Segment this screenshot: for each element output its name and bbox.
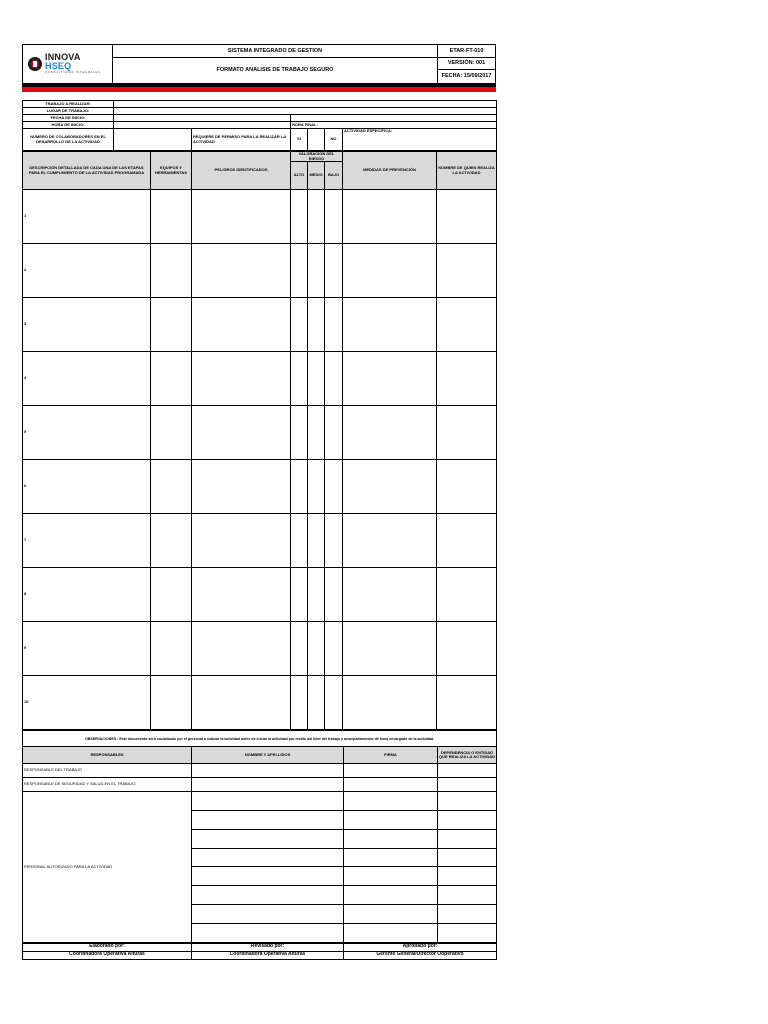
row-number: 5 <box>24 429 27 435</box>
cell-alto[interactable] <box>291 190 308 244</box>
personal-firma[interactable] <box>344 886 438 905</box>
cell-quien[interactable] <box>437 352 497 406</box>
col-medio: MEDIO <box>308 162 325 190</box>
system-title: SISTEMA INTEGRADO DE GESTION <box>113 45 438 58</box>
form-sheet <box>22 44 496 960</box>
cell-equipos[interactable] <box>151 190 192 244</box>
cell-descripcion[interactable] <box>23 568 151 622</box>
cell-medidas[interactable] <box>343 676 437 730</box>
cell-medio[interactable] <box>308 406 325 460</box>
form-header <box>22 44 496 84</box>
cell-medidas[interactable] <box>343 514 437 568</box>
revisado-label: Revisado por: <box>192 943 344 951</box>
personal-nombre[interactable] <box>192 923 344 942</box>
row-number: 8 <box>24 591 27 597</box>
col-responsables: RESPONSABLES <box>23 747 192 764</box>
label-permiso: REQUIERE DE PERMISO PARA LA REALIZAR LA ACTIVIDAD <box>192 129 291 151</box>
cell-alto[interactable] <box>291 352 308 406</box>
cell-quien[interactable] <box>437 190 497 244</box>
personal-dependencia[interactable] <box>438 904 497 923</box>
resp-seguridad-dependencia[interactable] <box>438 778 497 792</box>
resp-trabajo-firma[interactable] <box>344 764 438 778</box>
cell-peligros[interactable] <box>192 568 291 622</box>
cell-medio[interactable] <box>308 568 325 622</box>
activity-row <box>23 622 497 676</box>
cell-descripcion[interactable] <box>23 622 151 676</box>
label-lugar: LUGAR DE TRABAJO: <box>23 108 114 115</box>
activity-row <box>23 298 497 352</box>
personal-firma[interactable] <box>344 867 438 886</box>
cell-peligros[interactable] <box>192 622 291 676</box>
cell-bajo[interactable] <box>325 352 343 406</box>
col-bajo: BAJO <box>325 162 343 190</box>
company-logo: INNOVA HSEQ CONSULTORES INTEGRALES <box>24 45 111 83</box>
cell-bajo[interactable] <box>325 514 343 568</box>
resp-trabajo-nombre[interactable] <box>192 764 344 778</box>
col-medidas: MEDIDAS DE PREVENCIÓN <box>343 152 437 190</box>
cell-medio[interactable] <box>308 244 325 298</box>
permiso-si-box[interactable] <box>308 129 325 151</box>
cell-alto[interactable] <box>291 676 308 730</box>
label-hora-final[interactable]: HORA FINAL: <box>291 122 497 129</box>
lugar-field[interactable] <box>114 108 497 115</box>
cell-descripcion[interactable] <box>23 298 151 352</box>
cell-descripcion[interactable] <box>23 676 151 730</box>
resp-seguridad-label: RESPONSABLE DE SEGURIDAD Y SALUD EN EL TRABAJO <box>23 778 192 792</box>
permiso-no[interactable]: NO <box>325 129 343 151</box>
cell-peligros[interactable] <box>192 460 291 514</box>
cell-equipos[interactable] <box>151 244 192 298</box>
personal-nombre[interactable] <box>192 886 344 905</box>
cell-equipos[interactable] <box>151 622 192 676</box>
col-firma: FIRMA <box>344 747 438 764</box>
form-title: FORMATO ANALISIS DE TRABAJO SEGURO <box>113 58 438 84</box>
observaciones: OBSERVACIONES : Este documento será socializado por el personal a realizar la actividad antes de iniciar la actividad por medio del líder del trabajo y acompañamiento de hseq encargado de la actividad. <box>23 731 497 747</box>
cell-bajo[interactable] <box>325 460 343 514</box>
personal-dependencia[interactable] <box>438 867 497 886</box>
cell-medidas[interactable] <box>343 406 437 460</box>
personal-nombre[interactable] <box>192 829 344 848</box>
cell-bajo[interactable] <box>325 406 343 460</box>
personal-nombre[interactable] <box>192 867 344 886</box>
cell-peligros[interactable] <box>192 676 291 730</box>
cell-alto[interactable] <box>291 406 308 460</box>
activity-row <box>23 568 497 622</box>
personal-dependencia[interactable] <box>438 923 497 942</box>
cell-alto[interactable] <box>291 298 308 352</box>
row-number: 4 <box>24 375 27 381</box>
cell-bajo[interactable] <box>325 568 343 622</box>
label-trabajo: TRABAJO A REALIZAR: <box>23 101 114 108</box>
cell-equipos[interactable] <box>151 298 192 352</box>
logo-cell <box>23 45 113 84</box>
cell-alto[interactable] <box>291 568 308 622</box>
personal-firma[interactable] <box>344 848 438 867</box>
personal-dependencia[interactable] <box>438 810 497 829</box>
cell-bajo[interactable] <box>325 622 343 676</box>
col-valoracion: VALORACION DEL RIESGO <box>291 152 343 162</box>
elaborado-label: Elaborado por: <box>23 943 192 951</box>
cell-peligros[interactable] <box>192 298 291 352</box>
cell-equipos[interactable] <box>151 514 192 568</box>
form-code: ETAR-FT-010 <box>438 45 496 58</box>
cell-medidas[interactable] <box>343 190 437 244</box>
personal-label: PERSONAL AUTORIZADO PARA LA ACTIVIDAD <box>23 792 192 942</box>
cell-alto[interactable] <box>291 514 308 568</box>
aprobado-cargo: Gerente General/Director Ooperativo <box>344 951 497 959</box>
cell-medidas[interactable] <box>343 298 437 352</box>
general-info <box>22 100 497 151</box>
cell-alto[interactable] <box>291 622 308 676</box>
aprobado-label: Aprobado por: <box>344 943 497 951</box>
cell-medidas[interactable] <box>343 622 437 676</box>
activity-row <box>23 190 497 244</box>
cell-peligros[interactable] <box>192 514 291 568</box>
responsables-table <box>22 730 497 942</box>
cell-quien[interactable] <box>437 622 497 676</box>
cell-descripcion[interactable] <box>23 406 151 460</box>
personal-nombre[interactable] <box>192 792 344 811</box>
activity-row <box>23 406 497 460</box>
cell-equipos[interactable] <box>151 676 192 730</box>
cell-equipos[interactable] <box>151 352 192 406</box>
personal-nombre[interactable] <box>192 810 344 829</box>
cell-equipos[interactable] <box>151 460 192 514</box>
cell-descripcion[interactable] <box>23 190 151 244</box>
colaboradores-field[interactable] <box>114 129 192 151</box>
form-date: FECHA: 15/09/2017 <box>438 70 496 84</box>
cell-medidas[interactable] <box>343 568 437 622</box>
resp-seguridad-firma[interactable] <box>344 778 438 792</box>
row-number: 9 <box>24 645 27 651</box>
cell-quien[interactable] <box>437 460 497 514</box>
cell-medio[interactable] <box>308 190 325 244</box>
cell-equipos[interactable] <box>151 568 192 622</box>
analysis-table <box>22 151 497 730</box>
personal-dependencia[interactable] <box>438 886 497 905</box>
row-number: 3 <box>24 321 27 327</box>
label-colaboradores: NUMERO DE COLABORADORES EN EL DESARROLLO DE LA ACTIVIDAD <box>23 129 114 151</box>
cell-alto[interactable] <box>291 244 308 298</box>
trabajo-field[interactable] <box>114 101 497 108</box>
label-actividad-especifica[interactable]: ACTIVIDAD ESPECIFICA: <box>343 129 497 151</box>
cell-descripcion[interactable] <box>23 244 151 298</box>
cell-medio[interactable] <box>308 298 325 352</box>
cell-peligros[interactable] <box>192 352 291 406</box>
cell-medidas[interactable] <box>343 460 437 514</box>
cell-alto[interactable] <box>291 460 308 514</box>
resp-trabajo-dependencia[interactable] <box>438 764 497 778</box>
cell-quien[interactable] <box>437 568 497 622</box>
personal-firma[interactable] <box>344 792 438 811</box>
cell-quien[interactable] <box>437 244 497 298</box>
cell-medio[interactable] <box>308 460 325 514</box>
cell-quien[interactable] <box>437 298 497 352</box>
cell-medio[interactable] <box>308 514 325 568</box>
cell-medidas[interactable] <box>343 244 437 298</box>
col-dependencia: DEPENDENCIA O ENTIDAD QUE REALIZA LA ACTIVIDAD <box>438 747 497 764</box>
cell-quien[interactable] <box>437 676 497 730</box>
personal-firma[interactable] <box>344 829 438 848</box>
logo-mark-icon <box>28 57 42 71</box>
personal-rows <box>23 792 497 942</box>
personal-nombre[interactable] <box>192 848 344 867</box>
personal-firma[interactable] <box>344 923 438 942</box>
cell-equipos[interactable] <box>151 406 192 460</box>
cell-bajo[interactable] <box>325 244 343 298</box>
signature-table <box>22 943 497 960</box>
cell-medio[interactable] <box>308 676 325 730</box>
cell-medio[interactable] <box>308 352 325 406</box>
activity-row <box>23 676 497 730</box>
personal-dependencia[interactable] <box>438 792 497 811</box>
col-quien: NOMBRE DE QUIEN REALIZA LA ACTIVIDAD <box>437 152 497 190</box>
fecha-field[interactable] <box>114 115 291 122</box>
cell-quien[interactable] <box>437 514 497 568</box>
resp-trabajo-label: RESPONSABLE DEL TRABAJO <box>23 764 192 778</box>
cell-quien[interactable] <box>437 406 497 460</box>
col-peligros: PELIGROS IDENTIFICADOS <box>192 152 291 190</box>
personal-dependencia[interactable] <box>438 848 497 867</box>
cell-bajo[interactable] <box>325 676 343 730</box>
form-version: VERSIÓN: 001 <box>438 58 496 70</box>
personal-firma[interactable] <box>344 810 438 829</box>
col-alto: ALTO <box>291 162 308 190</box>
cell-bajo[interactable] <box>325 298 343 352</box>
cell-peligros[interactable] <box>192 406 291 460</box>
cell-bajo[interactable] <box>325 190 343 244</box>
activity-row <box>23 244 497 298</box>
row-number: 6 <box>24 483 27 489</box>
personal-nombre[interactable] <box>192 904 344 923</box>
row-number: 10 <box>24 699 29 705</box>
elaborado-cargo: Coordinadora Operativa Alturas <box>23 951 192 959</box>
hora-inicio-field[interactable] <box>114 122 291 129</box>
revisado-cargo: Coordinadora Operativa Alturas <box>192 951 344 959</box>
cell-peligros[interactable] <box>192 190 291 244</box>
cell-descripcion[interactable] <box>23 514 151 568</box>
personal-row <box>23 792 497 811</box>
col-descripcion: DESCRIPCIÓN DETALLADA DE CADA UNA DE LAS ETAPAS PARA EL CUMPLIMIENTO DE LA ACTIVIDAD PROGRAMADA <box>23 152 151 190</box>
resp-seguridad-nombre[interactable] <box>192 778 344 792</box>
cell-peligros[interactable] <box>192 244 291 298</box>
activity-row <box>23 352 497 406</box>
fecha-extra-field[interactable] <box>291 115 497 122</box>
row-number: 2 <box>24 267 27 273</box>
activity-row <box>23 514 497 568</box>
col-equipos: EQUIPOS Y HERRAMIENTAS <box>151 152 192 190</box>
cell-descripcion[interactable] <box>23 460 151 514</box>
personal-firma[interactable] <box>344 904 438 923</box>
row-number: 1 <box>24 213 27 219</box>
cell-medio[interactable] <box>308 622 325 676</box>
row-number: 7 <box>24 537 27 543</box>
personal-dependencia[interactable] <box>438 829 497 848</box>
cell-medidas[interactable] <box>343 352 437 406</box>
permiso-si[interactable]: SI <box>291 129 308 151</box>
activity-row <box>23 460 497 514</box>
label-hora-inicio: HORA DE INICIO: <box>23 122 114 129</box>
cell-descripcion[interactable] <box>23 352 151 406</box>
col-nombre: NOMBRE Y APELLIDOS <box>192 747 344 764</box>
activity-rows <box>23 190 497 730</box>
label-fecha: FECHA DE INICIO: <box>23 115 114 122</box>
